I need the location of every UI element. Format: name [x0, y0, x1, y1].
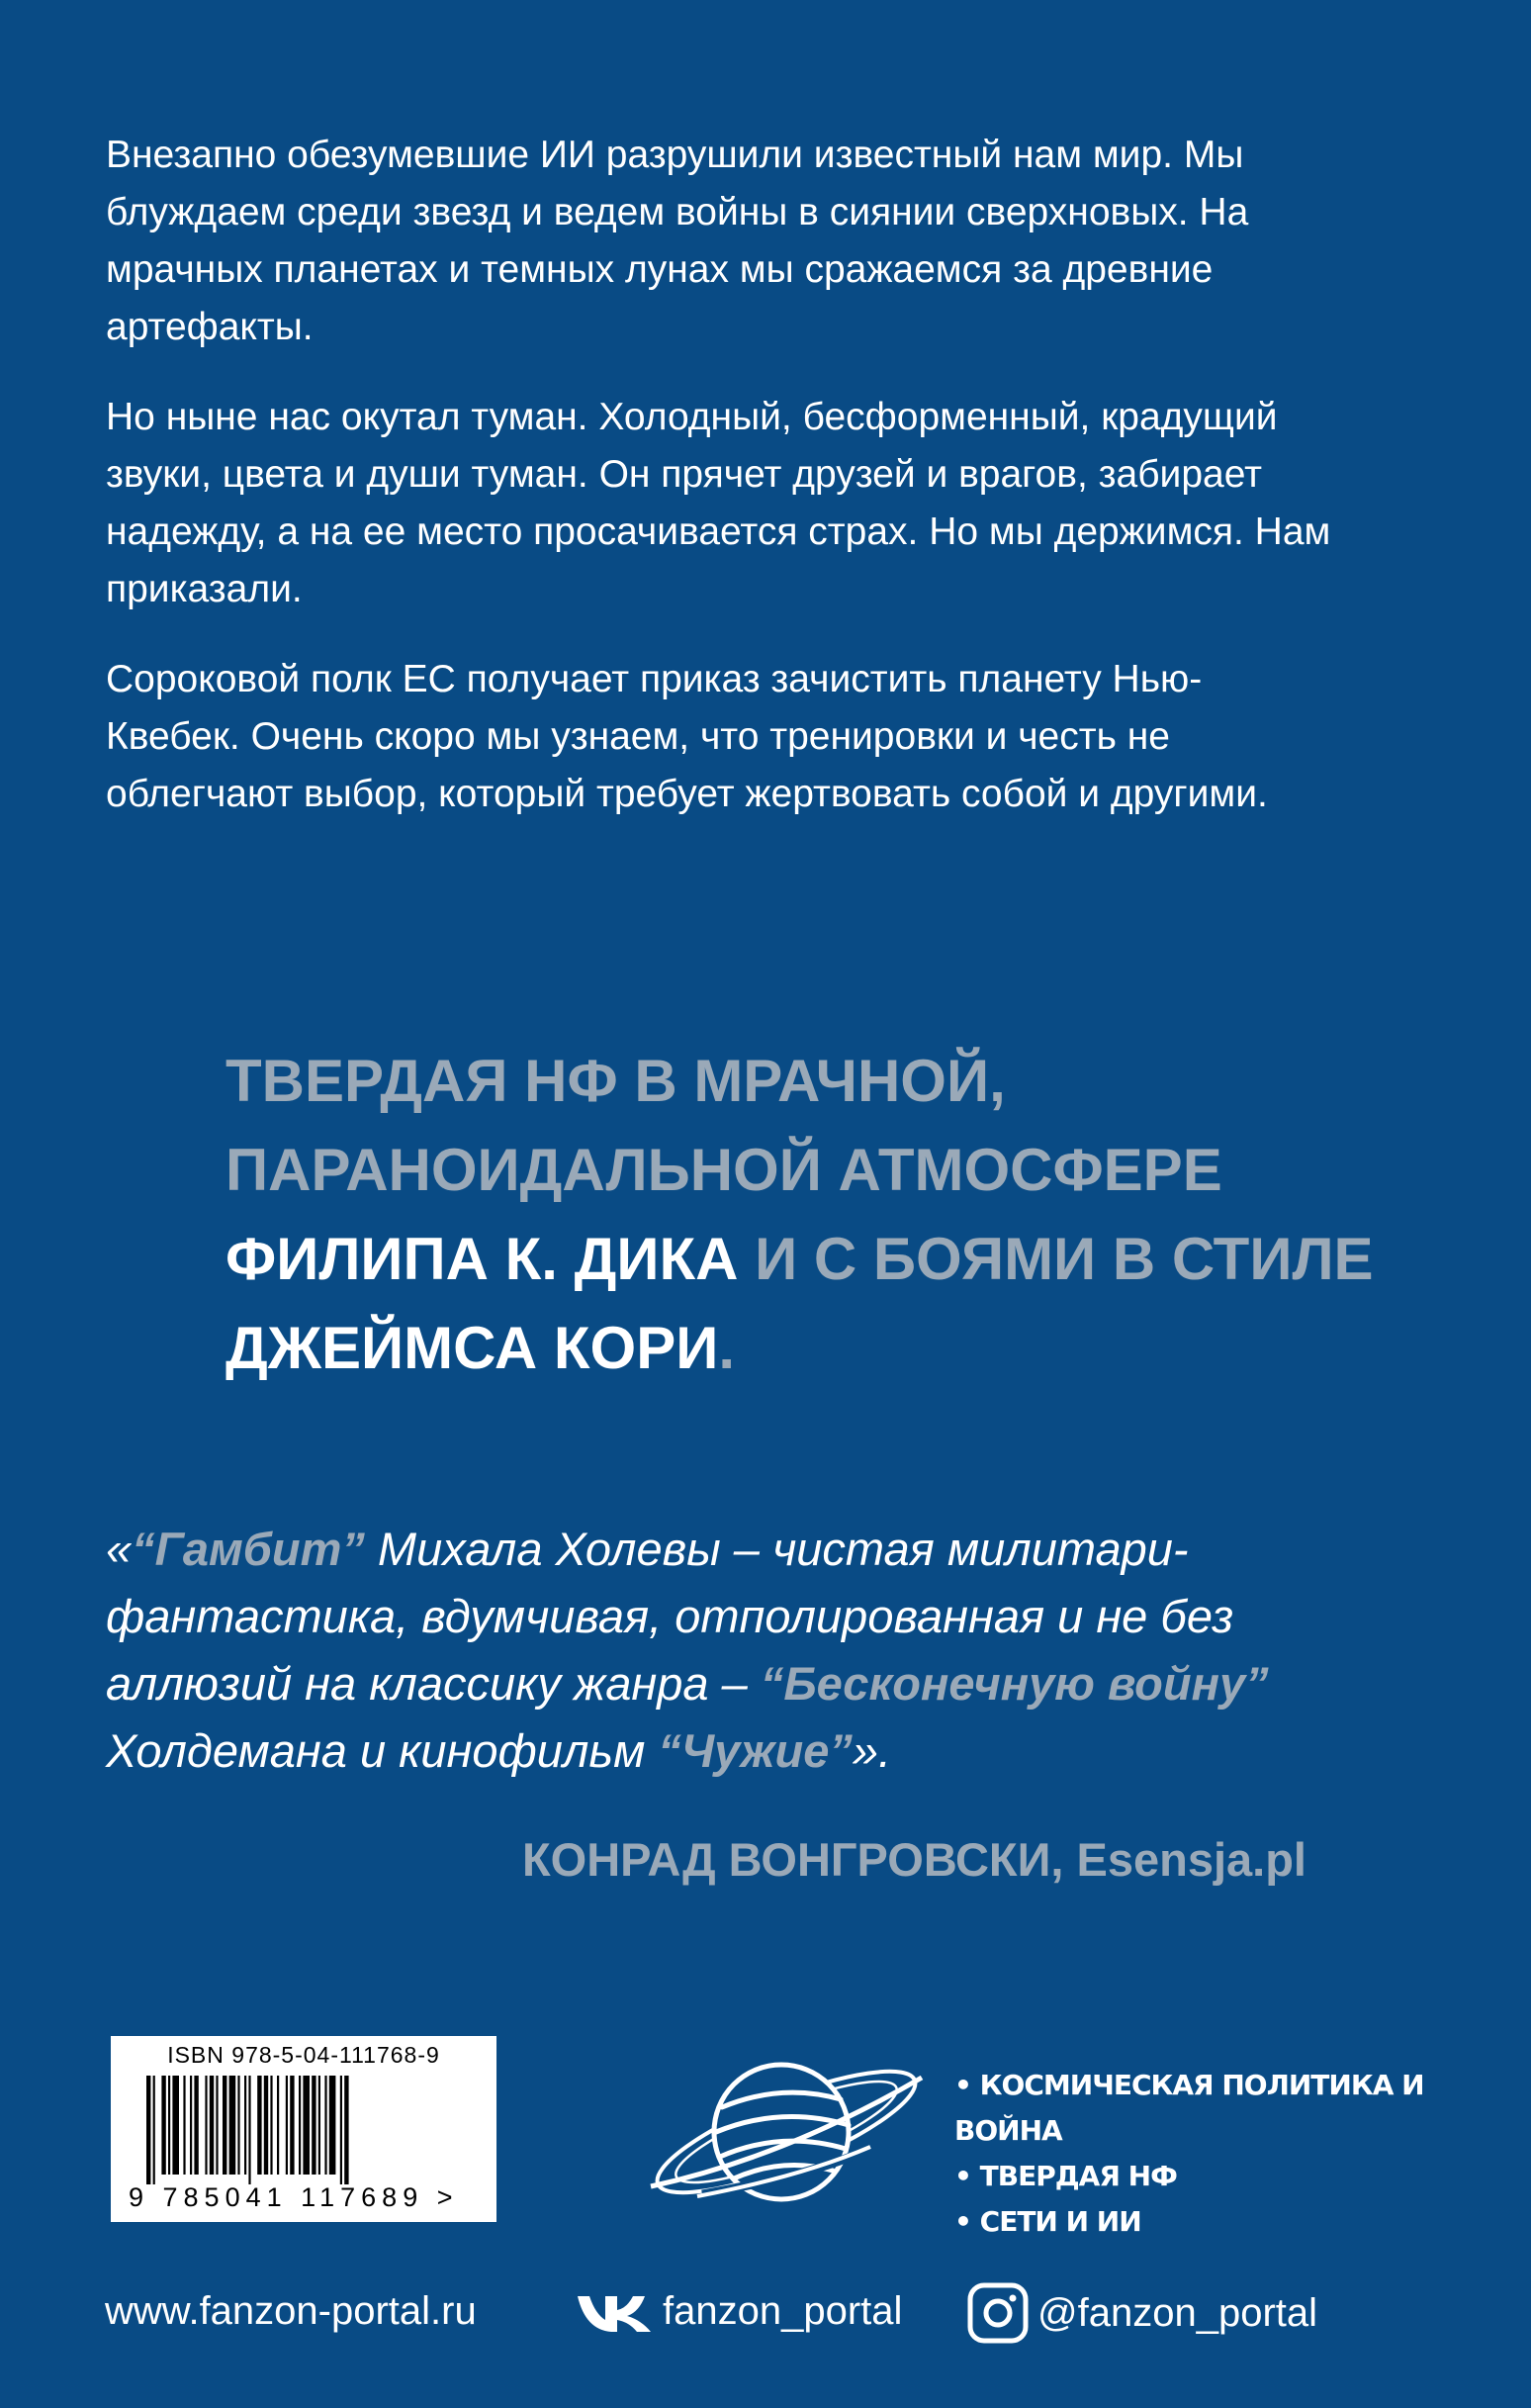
planet-icon	[643, 2038, 930, 2226]
isbn-label: ISBN 978-5-04-111768-9	[167, 2042, 440, 2068]
barcode-bar	[248, 2076, 250, 2184]
instagram-icon	[966, 2281, 1030, 2345]
barcode-bar	[190, 2076, 192, 2175]
isbn-barcode	[111, 2036, 496, 2222]
barcode-bar	[344, 2076, 348, 2184]
quote-open: «	[106, 1523, 133, 1575]
barcode-bars	[146, 2076, 461, 2184]
tagline-text: .	[718, 1315, 736, 1381]
review-quote	[106, 1516, 1392, 1785]
barcode-bar	[223, 2076, 226, 2175]
website-link[interactable]: www.fanzon-portal.ru	[105, 2289, 477, 2333]
barcode-bar	[244, 2076, 246, 2175]
blurb-paragraph: Но ныне нас окутал туман. Холодный, бесформенный, крадущий звуки, цвета и души туман. Он прячет друзей и врагов, забирает надежду, а на ее место просачивается страх. Но мы держимся. Нам приказали.	[106, 396, 1331, 610]
isbn-digits: 9 785041 117689 >	[129, 2182, 459, 2212]
quote-title-aliens: “Чужие”	[658, 1724, 853, 1777]
tagline-author-corey: ДЖЕЙМСА КОРИ	[225, 1315, 719, 1381]
barcode-bar	[290, 2076, 294, 2175]
tagline	[225, 1037, 1412, 1393]
tagline-text: ТВЕРДАЯ НФ В МРАЧНОЙ, ПАРАНОИДАЛЬНОЙ АТМОСФЕРЕ	[225, 1048, 1222, 1203]
quote-title-gambit: “Гамбит”	[132, 1523, 365, 1575]
barcode-bar	[340, 2076, 342, 2184]
barcode-bar	[270, 2076, 272, 2175]
blurb-paragraph: Внезапно обезумевшие ИИ разрушили известный нам мир. Мы блуждаем среди звезд и ведем войны в сиянии сверхновых. На мрачных планетах и темных лунах мы сражаемся за древние артефакты.	[106, 134, 1249, 348]
barcode-bar	[194, 2076, 198, 2175]
barcode-bar	[161, 2076, 165, 2175]
barcode-bar	[318, 2076, 320, 2175]
vk-handle: fanzon_portal	[663, 2289, 903, 2333]
barcode-bar	[237, 2076, 239, 2175]
barcode-bar	[153, 2076, 155, 2184]
barcode-bar	[324, 2076, 326, 2175]
barcode-bar	[303, 2076, 310, 2175]
blurb-paragraph: Сороковой полк ЕС получает приказ зачистить планету Нью-Квебек. Очень скоро мы узнаем, что тренировки и честь не облегчают выбор, который требует жертвовать собой и другими.	[106, 658, 1268, 815]
barcode-bar	[168, 2076, 170, 2175]
quote-attribution: КОНРАД ВОНГРОВСКИ, Esensja.pl	[521, 1833, 1306, 1886]
vk-icon	[576, 2290, 655, 2334]
quote-close: ».	[852, 1724, 892, 1777]
quote-title-forever-war: “Бесконечную войну”	[760, 1657, 1269, 1710]
barcode-bar	[216, 2076, 218, 2175]
instagram-handle: @fanzon_portal	[1037, 2290, 1318, 2335]
instagram-link[interactable]	[966, 2281, 1317, 2345]
genre-item: • ТВЕРДАЯ НФ	[954, 2154, 1531, 2199]
genre-item: • СЕТИ И ИИ	[954, 2199, 1531, 2245]
barcode-bar	[277, 2076, 279, 2175]
genre-list	[954, 2063, 1531, 2245]
barcode-bar	[312, 2076, 315, 2175]
barcode-bar	[205, 2076, 207, 2175]
tagline-text: И С БОЯМИ В СТИЛЕ	[738, 1226, 1374, 1292]
quote-text: Михала Холевы – чистая милитари-фантастика, вдумчивая, отполированная и не без аллюзий на классику жанра –	[106, 1523, 1234, 1710]
blurb	[106, 127, 1332, 856]
vk-link[interactable]	[576, 2289, 902, 2334]
quote-text: Холдемана и кинофильм	[106, 1724, 659, 1777]
barcode-bar	[183, 2076, 185, 2175]
barcode-bar	[229, 2076, 236, 2175]
tagline-author-dick: ФИЛИПА К. ДИКА	[225, 1226, 739, 1292]
barcode-bar	[172, 2076, 179, 2175]
barcode-bar	[146, 2076, 150, 2184]
barcode-bar	[257, 2076, 261, 2175]
footer	[105, 2281, 1531, 2341]
barcode-bar	[264, 2076, 268, 2175]
barcode-bar	[299, 2076, 301, 2175]
barcode-bar	[286, 2076, 288, 2175]
barcode-bar	[329, 2076, 336, 2175]
barcode-bar	[210, 2076, 214, 2175]
genre-item: • КОСМИЧЕСКАЯ ПОЛИТИКА И ВОЙНА	[954, 2063, 1531, 2154]
